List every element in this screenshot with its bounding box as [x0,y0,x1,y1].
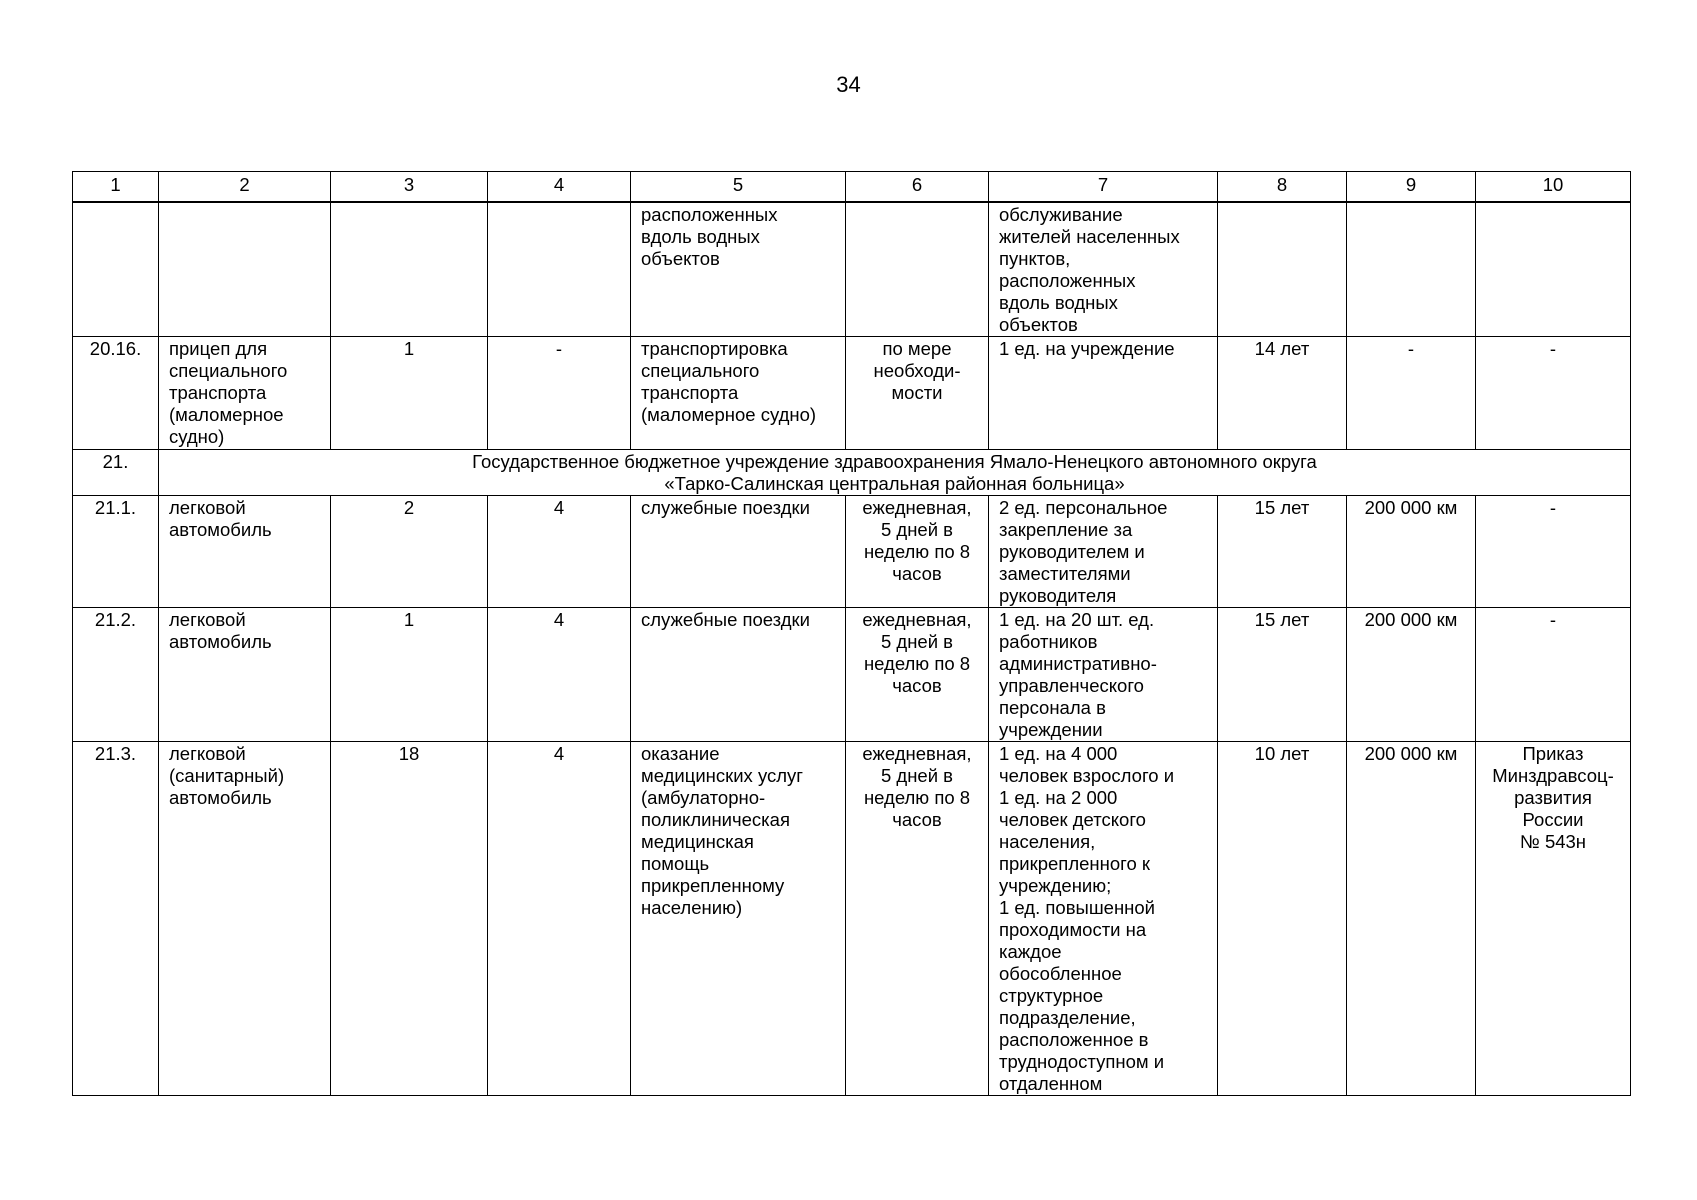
section-number: 21. [73,450,159,496]
mileage-limit: - [1347,337,1476,450]
purpose: расположенных вдоль водных объектов [631,202,846,337]
mileage-limit [1347,202,1476,337]
page-number: 34 [836,72,861,97]
purpose: служебные поездки [631,496,846,608]
usage-frequency [846,202,989,337]
row-number: 21.2. [73,608,159,742]
vehicle-group: 4 [488,608,631,742]
header-cell-8: 8 [1218,172,1347,203]
vehicle-norms-table [72,171,1631,1096]
header-cell-10: 10 [1476,172,1631,203]
service-life: 10 лет [1218,742,1347,1096]
purpose: транспортировка специального транспорта (маломерное судно) [631,337,846,450]
header-cell-6: 6 [846,172,989,203]
quantity: 2 [331,496,488,608]
service-life: 15 лет [1218,608,1347,742]
quantity [331,202,488,337]
table-row [73,742,1631,1096]
column-number-header-row [73,172,1631,203]
legal-basis: Приказ Минздравсоц- развития России № 543н [1476,742,1631,1096]
quantity: 1 [331,608,488,742]
header-cell-4: 4 [488,172,631,203]
section-row [73,450,1631,496]
header-cell-3: 3 [331,172,488,203]
row-number [73,202,159,337]
vehicle-type: легковой (санитарный) автомобиль [159,742,331,1096]
usage-frequency: ежедневная, 5 дней в неделю по 8 часов [846,496,989,608]
mileage-limit: 200 000 км [1347,608,1476,742]
allocation-norm: обслуживание жителей населенных пунктов, расположенных вдоль водных объектов [989,202,1218,337]
service-life: 14 лет [1218,337,1347,450]
service-life [1218,202,1347,337]
table-row [73,496,1631,608]
purpose: оказание медицинских услуг (амбулаторно- поликлиническая медицинская помощь прикрепленному населению) [631,742,846,1096]
quantity: 1 [331,337,488,450]
legal-basis: - [1476,608,1631,742]
purpose: служебные поездки [631,608,846,742]
vehicle-group: 4 [488,742,631,1096]
legal-basis: - [1476,496,1631,608]
vehicle-type: легковой автомобиль [159,608,331,742]
table-row [73,202,1631,337]
mileage-limit: 200 000 км [1347,496,1476,608]
table-row [73,608,1631,742]
header-cell-1: 1 [73,172,159,203]
institution-name: Государственное бюджетное учреждение здравоохранения Ямало-Ненецкого автономного округа «Тарко-Салинская центральная районная больница» [159,450,1631,496]
header-cell-2: 2 [159,172,331,203]
vehicle-type: прицеп для специального транспорта (маломерное судно) [159,337,331,450]
mileage-limit: 200 000 км [1347,742,1476,1096]
usage-frequency: ежедневная, 5 дней в неделю по 8 часов [846,742,989,1096]
vehicle-type: легковой автомобиль [159,496,331,608]
header-cell-9: 9 [1347,172,1476,203]
vehicle-type [159,202,331,337]
row-number: 21.1. [73,496,159,608]
quantity: 18 [331,742,488,1096]
usage-frequency: по мере необходи- мости [846,337,989,450]
vehicle-group: - [488,337,631,450]
header-cell-5: 5 [631,172,846,203]
vehicle-group: 4 [488,496,631,608]
allocation-norm: 1 ед. на 20 шт. ед. работников административно- управленческого персонала в учреждении [989,608,1218,742]
row-number: 20.16. [73,337,159,450]
allocation-norm: 2 ед. персональное закрепление за руководителем и заместителями руководителя [989,496,1218,608]
legal-basis [1476,202,1631,337]
vehicle-group [488,202,631,337]
allocation-norm: 1 ед. на 4 000 человек взрослого и 1 ед. на 2 000 человек детского населения, прикрепленного к учреждению; 1 ед. повышенной проходимости на каждое обособленное структурное подразделение, расположенное в труднодоступном и отдаленном [989,742,1218,1096]
service-life: 15 лет [1218,496,1347,608]
header-cell-7: 7 [989,172,1218,203]
usage-frequency: ежедневная, 5 дней в неделю по 8 часов [846,608,989,742]
table-row [73,337,1631,450]
legal-basis: - [1476,337,1631,450]
row-number: 21.3. [73,742,159,1096]
allocation-norm: 1 ед. на учреждение [989,337,1218,450]
